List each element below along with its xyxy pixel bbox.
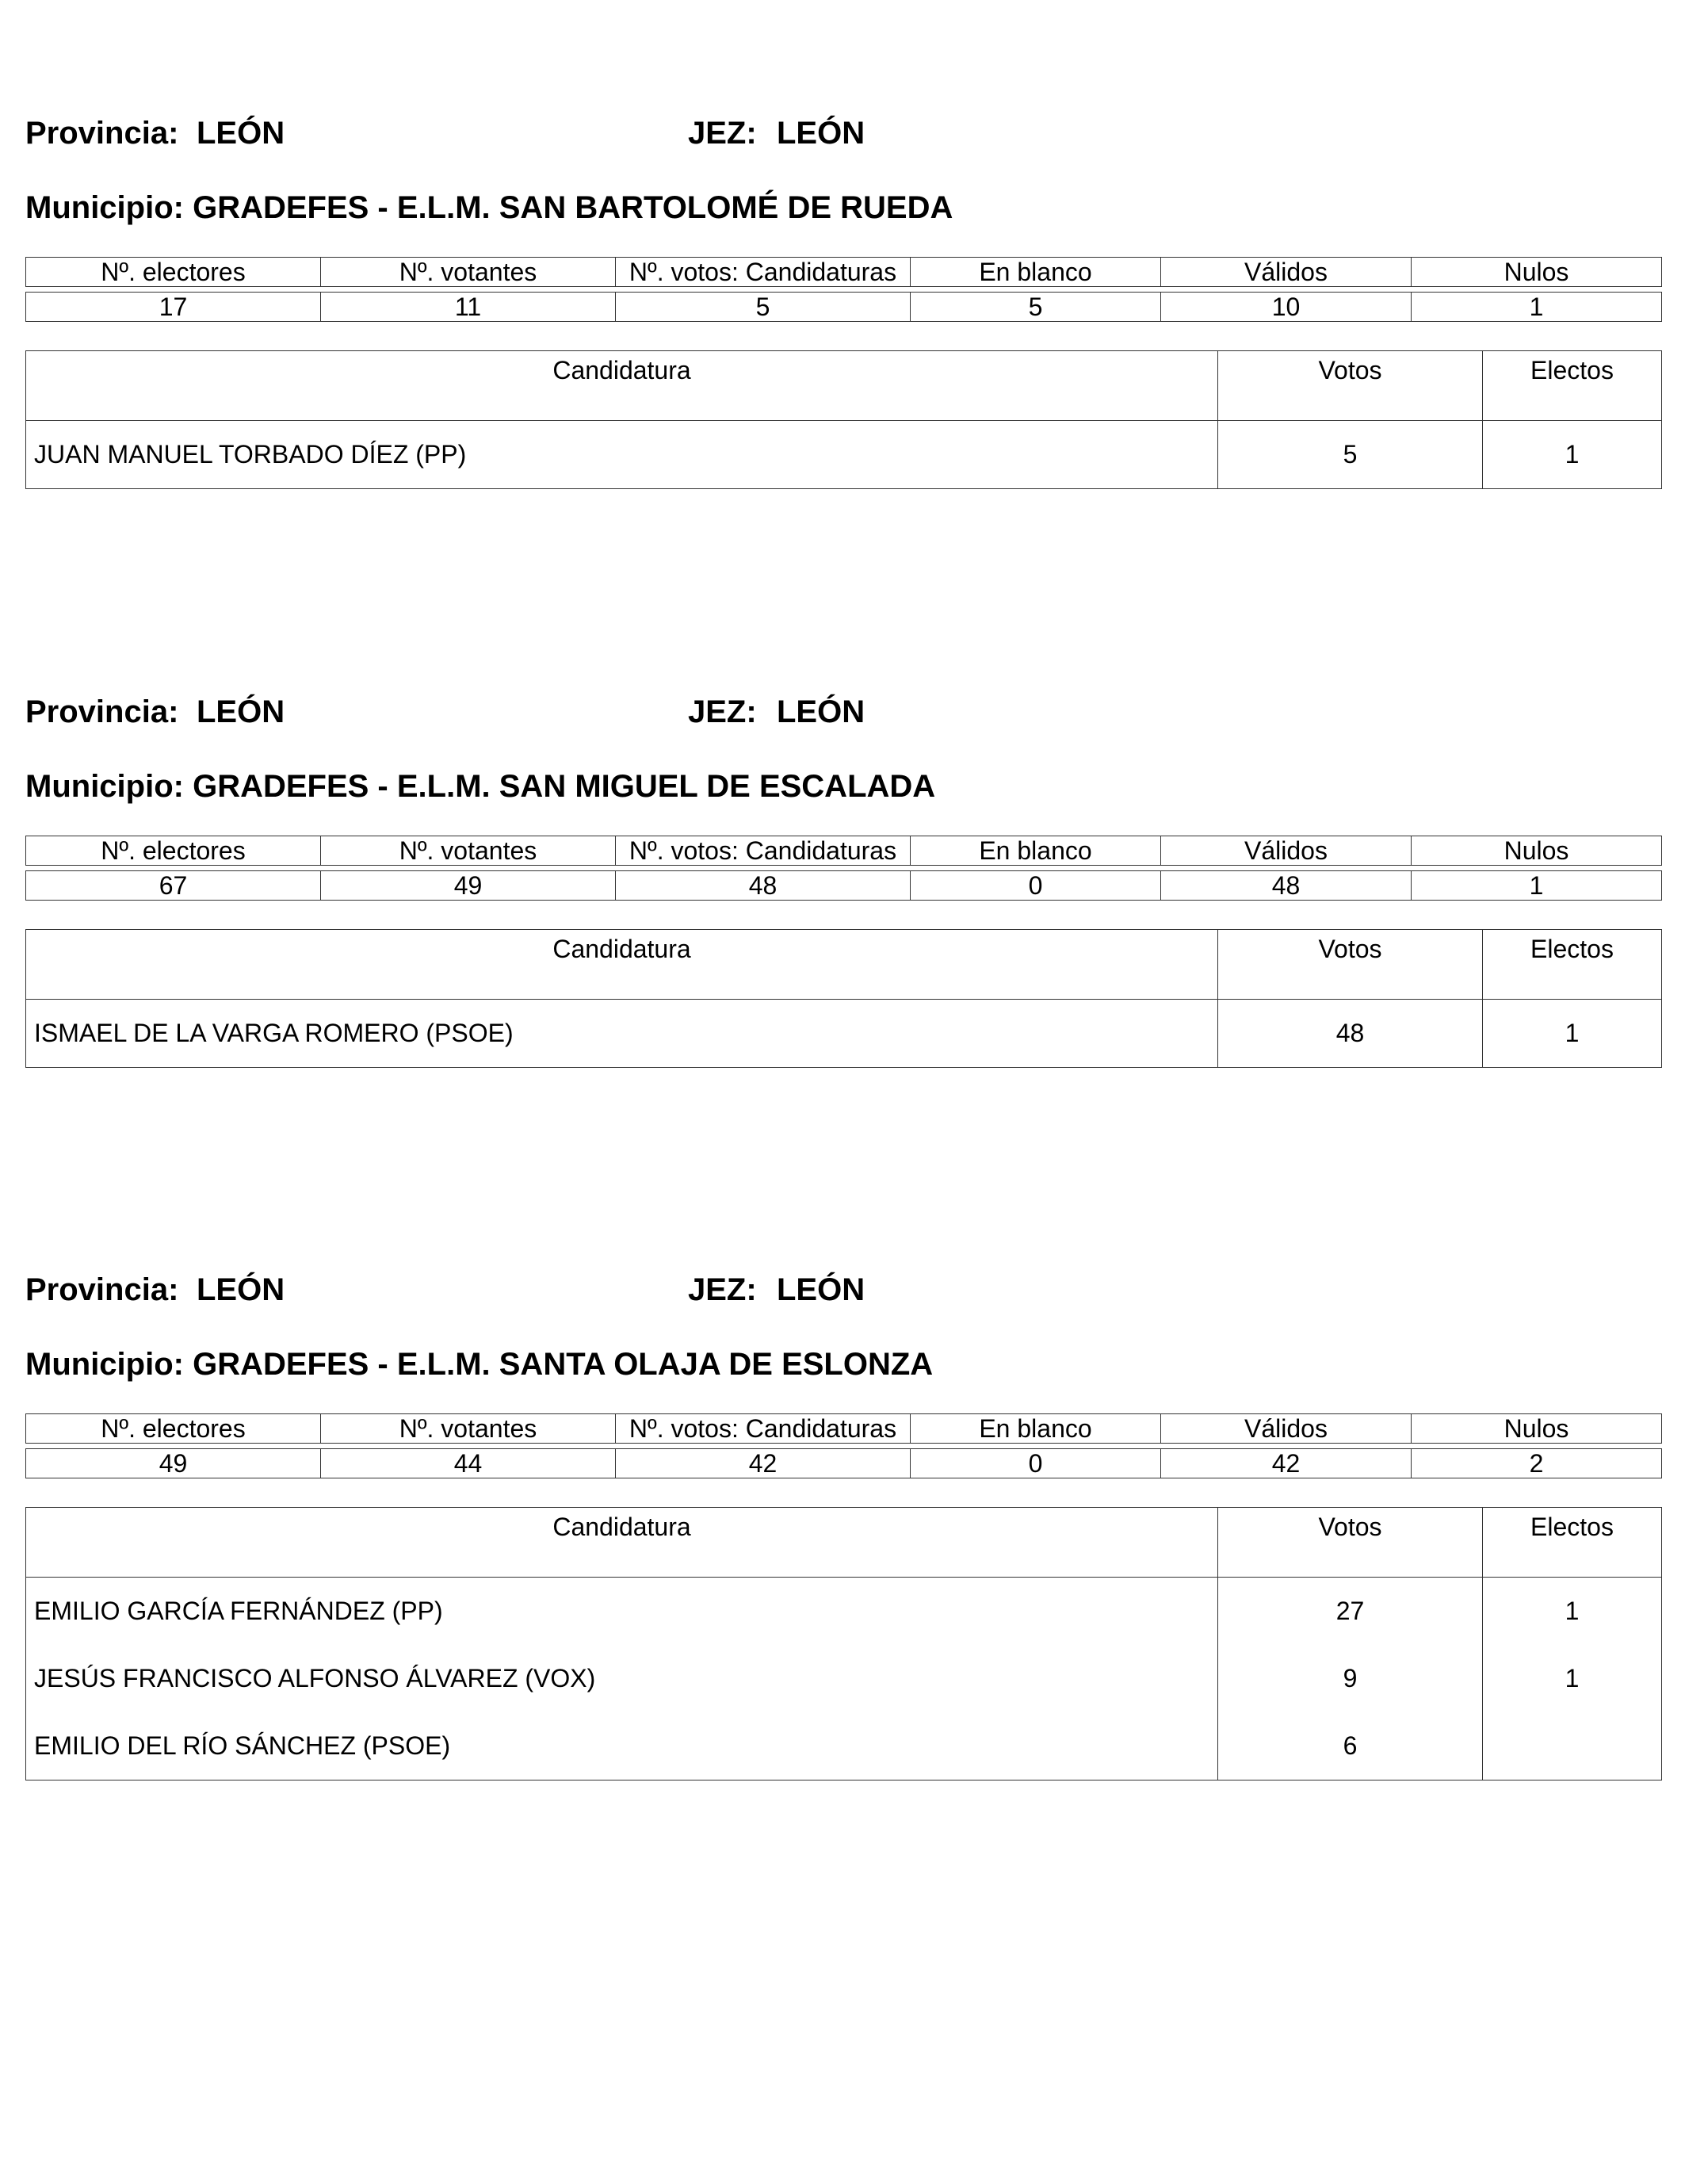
candidate-name: EMILIO GARCÍA FERNÁNDEZ (PP) xyxy=(26,1578,1218,1646)
candidate-votos: 5 xyxy=(1218,421,1483,489)
summary-value-cell: 10 xyxy=(1161,293,1412,322)
summary-header-cell: Nº. electores xyxy=(26,1414,321,1444)
summary-header-cell: Válidos xyxy=(1161,1414,1412,1444)
summary-value-cell: 48 xyxy=(1161,871,1412,901)
candidate-votos: 27 xyxy=(1218,1578,1483,1646)
candidate-name: EMILIO DEL RÍO SÁNCHEZ (PSOE) xyxy=(26,1712,1218,1780)
summary-header-cell: Válidos xyxy=(1161,836,1412,866)
jez-label: JEZ: xyxy=(688,694,757,729)
votos-header: Votos xyxy=(1218,1508,1483,1578)
candidate-electos xyxy=(1483,1712,1662,1780)
jez-value: LEÓN xyxy=(777,694,865,729)
candidate-row xyxy=(26,1712,1662,1780)
summary-header-row xyxy=(26,1414,1662,1444)
votos-header: Votos xyxy=(1218,351,1483,421)
candidatura-header: Candidatura xyxy=(26,930,1218,1000)
summary-header-row xyxy=(26,258,1662,287)
provincia-label: Provincia: xyxy=(25,1272,179,1307)
summary-header-cell: Nulos xyxy=(1412,836,1662,866)
candidate-electos: 1 xyxy=(1483,421,1662,489)
summary-value-cell: 44 xyxy=(321,1449,616,1478)
summary-value-cell: 0 xyxy=(911,871,1161,901)
summary-value-cell: 42 xyxy=(1161,1449,1412,1478)
summary-value-row xyxy=(26,871,1662,901)
candidate-electos: 1 xyxy=(1483,1578,1662,1646)
provincia-value: LEÓN xyxy=(197,1272,285,1307)
provincia-label: Provincia: xyxy=(25,116,179,151)
electos-header: Electos xyxy=(1483,1508,1662,1578)
candidate-votos: 9 xyxy=(1218,1645,1483,1712)
summary-value-cell: 49 xyxy=(26,1449,321,1478)
candidates-table xyxy=(25,1507,1662,1780)
summary-value-cell: 1 xyxy=(1412,871,1662,901)
summary-value-cell: 1 xyxy=(1412,293,1662,322)
candidate-name: JUAN MANUEL TORBADO DÍEZ (PP) xyxy=(26,421,1218,489)
jez-label: JEZ: xyxy=(688,1272,757,1307)
municipio-title: Municipio: GRADEFES - E.L.M. SANTA OLAJA DE ESLONZA xyxy=(25,1347,934,1382)
summary-header-cell: Nulos xyxy=(1412,1414,1662,1444)
summary-value-cell: 0 xyxy=(911,1449,1161,1478)
candidate-electos: 1 xyxy=(1483,1645,1662,1712)
summary-value-row xyxy=(26,1449,1662,1478)
summary-header-cell: Nº. electores xyxy=(26,836,321,866)
summary-value-cell: 49 xyxy=(321,871,616,901)
summary-header-cell: Nº. votantes xyxy=(321,836,616,866)
summary-value-cell: 5 xyxy=(911,293,1161,322)
candidates-header-row xyxy=(26,930,1662,1000)
summary-table xyxy=(25,257,1662,322)
provincia-label: Provincia: xyxy=(25,694,179,729)
summary-value-cell: 67 xyxy=(26,871,321,901)
summary-value-cell: 5 xyxy=(616,293,911,322)
summary-value-cell: 11 xyxy=(321,293,616,322)
summary-header-cell: Válidos xyxy=(1161,258,1412,287)
summary-header-cell: En blanco xyxy=(911,836,1161,866)
candidate-row xyxy=(26,421,1662,489)
candidate-row xyxy=(26,1000,1662,1068)
candidate-row xyxy=(26,1578,1662,1646)
summary-table xyxy=(25,836,1662,901)
candidate-row xyxy=(26,1645,1662,1712)
provincia-value: LEÓN xyxy=(197,116,285,151)
candidates-table xyxy=(25,350,1662,489)
summary-value-row xyxy=(26,293,1662,322)
summary-header-cell: Nulos xyxy=(1412,258,1662,287)
summary-header-cell: En blanco xyxy=(911,258,1161,287)
summary-header-cell: Nº. votantes xyxy=(321,1414,616,1444)
provincia-value: LEÓN xyxy=(197,694,285,729)
votos-header: Votos xyxy=(1218,930,1483,1000)
jez-label: JEZ: xyxy=(688,116,757,151)
electos-header: Electos xyxy=(1483,351,1662,421)
candidate-votos: 6 xyxy=(1218,1712,1483,1780)
summary-value-cell: 17 xyxy=(26,293,321,322)
electos-header: Electos xyxy=(1483,930,1662,1000)
candidates-header-row xyxy=(26,1508,1662,1578)
summary-header-cell: Nº. votos: Candidaturas xyxy=(616,836,911,866)
candidates-table xyxy=(25,929,1662,1068)
summary-header-row xyxy=(26,836,1662,866)
candidate-name: JESÚS FRANCISCO ALFONSO ÁLVAREZ (VOX) xyxy=(26,1645,1218,1712)
municipio-title: Municipio: GRADEFES - E.L.M. SAN BARTOLOMÉ DE RUEDA xyxy=(25,190,953,225)
municipio-title: Municipio: GRADEFES - E.L.M. SAN MIGUEL DE ESCALADA xyxy=(25,769,936,804)
candidate-name: ISMAEL DE LA VARGA ROMERO (PSOE) xyxy=(26,1000,1218,1068)
summary-header-cell: Nº. electores xyxy=(26,258,321,287)
summary-header-cell: En blanco xyxy=(911,1414,1161,1444)
jez-value: LEÓN xyxy=(777,116,865,151)
candidate-votos: 48 xyxy=(1218,1000,1483,1068)
summary-header-cell: Nº. votos: Candidaturas xyxy=(616,1414,911,1444)
candidatura-header: Candidatura xyxy=(26,1508,1218,1578)
summary-value-cell: 2 xyxy=(1412,1449,1662,1478)
summary-header-cell: Nº. votantes xyxy=(321,258,616,287)
summary-table xyxy=(25,1413,1662,1478)
candidatura-header: Candidatura xyxy=(26,351,1218,421)
jez-value: LEÓN xyxy=(777,1272,865,1307)
candidates-header-row xyxy=(26,351,1662,421)
summary-value-cell: 42 xyxy=(616,1449,911,1478)
candidate-electos: 1 xyxy=(1483,1000,1662,1068)
summary-header-cell: Nº. votos: Candidaturas xyxy=(616,258,911,287)
summary-value-cell: 48 xyxy=(616,871,911,901)
